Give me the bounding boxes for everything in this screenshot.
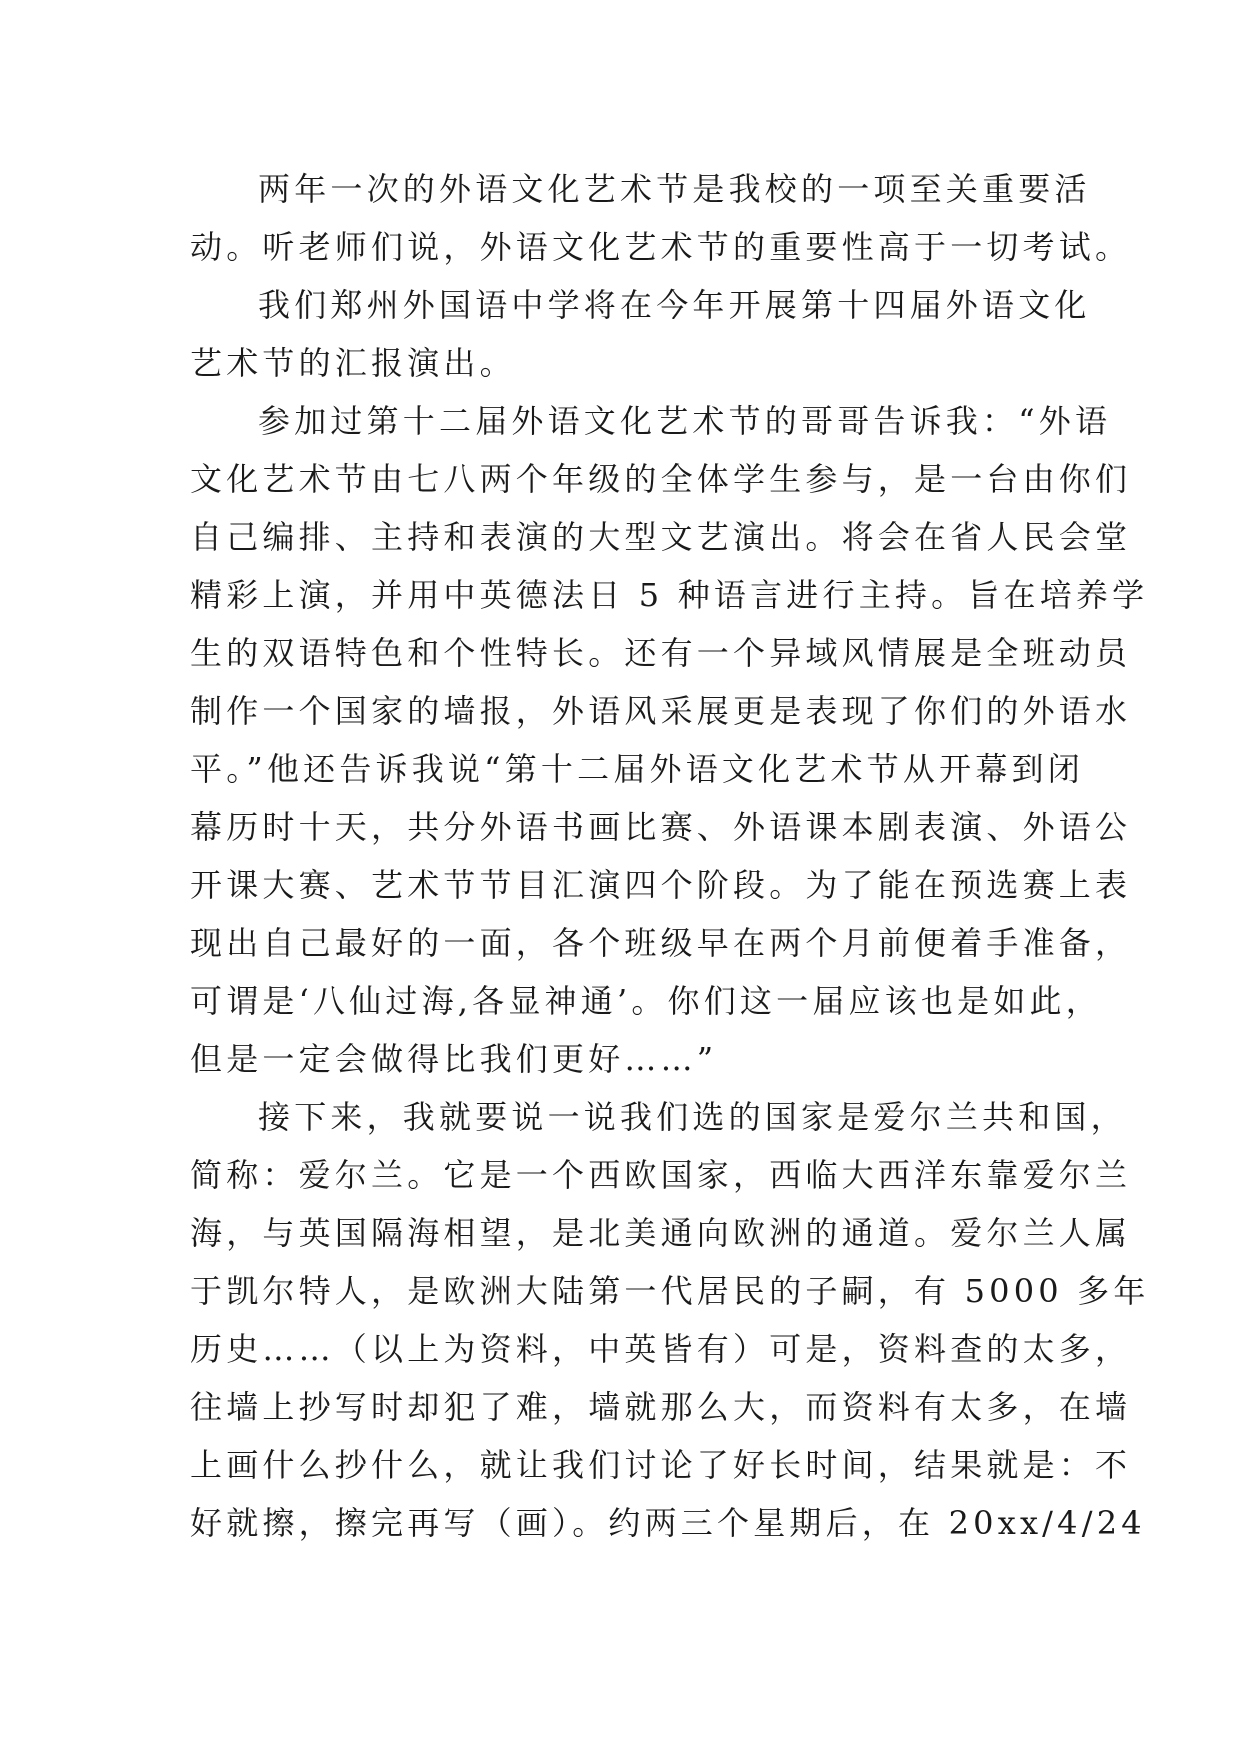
text-line: 两年一次的外语文化艺术节是我校的一项至关重要活 xyxy=(258,170,1091,208)
text-line: 参加过第十二届外语文化艺术节的哥哥告诉我：“外语 xyxy=(258,402,1112,440)
text-line: 可谓是‘八仙过海,各显神通’。你们这一届应该也是如此， xyxy=(190,982,1102,1020)
text-line: 生的双语特色和个性特长。还有一个异域风情展是全班动员 xyxy=(190,634,1132,672)
text-line: 上画什么抄什么，就让我们讨论了好长时间，结果就是：不 xyxy=(190,1446,1132,1484)
document-body xyxy=(190,160,1150,1552)
text-line: 但是一定会做得比我们更好……” xyxy=(190,1040,718,1078)
text-line: 海，与英国隔海相望，是北美通向欧洲的通道。爱尔兰人属 xyxy=(190,1214,1132,1252)
text-line: 平。”他还告诉我说“第十二届外语文化艺术节从开幕到闭 xyxy=(190,750,1084,788)
text-line: 动。听老师们说，外语文化艺术节的重要性高于一切考试。 xyxy=(190,228,1132,266)
text-line: 好就擦，擦完再写（画）。约两三个星期后，在 20xx/4/24 xyxy=(190,1504,1146,1542)
text-line: 制作一个国家的墙报，外语风采展更是表现了你们的外语水 xyxy=(190,692,1132,730)
text-line: 于凯尔特人，是欧洲大陆第一代居民的子嗣，有 5000 多年 xyxy=(190,1272,1150,1310)
text-line: 历史……（以上为资料，中英皆有）可是，资料查的太多， xyxy=(190,1330,1132,1368)
text-line: 幕历时十天，共分外语书画比赛、外语课本剧表演、外语公 xyxy=(190,808,1132,846)
text-line: 艺术节的汇报演出。 xyxy=(190,344,516,382)
text-line: 精彩上演，并用中英德法日 5 种语言进行主持。旨在培养学 xyxy=(190,576,1149,614)
text-line: 自己编排、主持和表演的大型文艺演出。将会在省人民会堂 xyxy=(190,518,1132,556)
text-line: 文化艺术节由七八两个年级的全体学生参与，是一台由你们 xyxy=(190,460,1132,498)
text-line: 接下来，我就要说一说我们选的国家是爱尔兰共和国， xyxy=(258,1098,1127,1136)
text-line: 简称：爱尔兰。它是一个西欧国家，西临大西洋东靠爱尔兰 xyxy=(190,1156,1132,1194)
text-line: 我们郑州外国语中学将在今年开展第十四届外语文化 xyxy=(258,286,1091,324)
text-line: 开课大赛、艺术节节目汇演四个阶段。为了能在预选赛上表 xyxy=(190,866,1132,904)
text-line: 往墙上抄写时却犯了难，墙就那么大，而资料有太多，在墙 xyxy=(190,1388,1132,1426)
text-line: 现出自己最好的一面，各个班级早在两个月前便着手准备， xyxy=(190,924,1132,962)
